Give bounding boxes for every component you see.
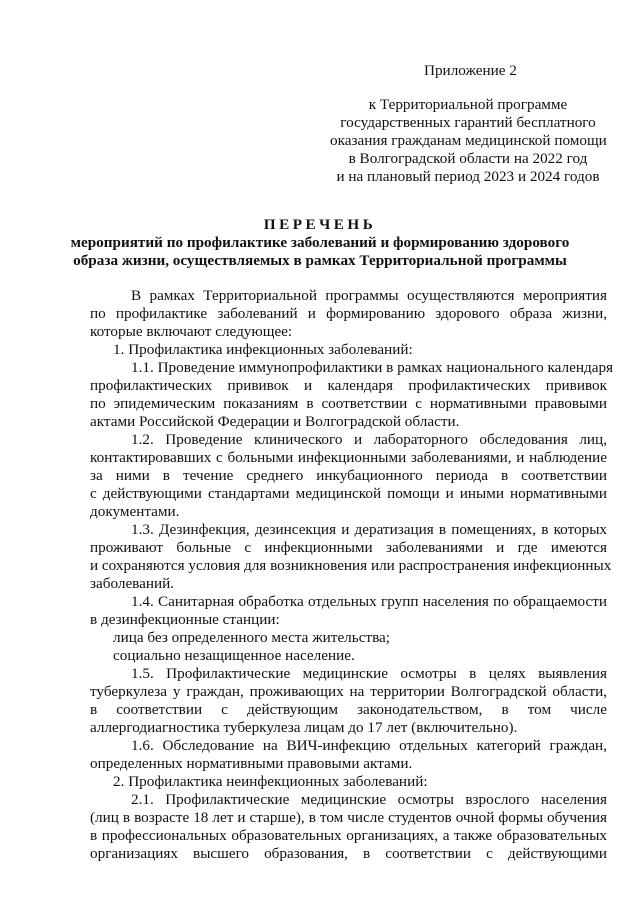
paragraph-line: определенных нормативными правовыми актами.	[90, 755, 413, 772]
paragraph-line: 1.1. Проведение иммунопрофилактики в рамках национального календаря	[131, 359, 614, 376]
paragraph-line: заболеваний.	[90, 575, 175, 592]
paragraph-line: в профессиональных образовательных организациях, а также образовательных	[90, 827, 607, 844]
annex-line: оказания гражданам медицинской помощи	[330, 132, 607, 149]
paragraph-line: проживают больные с инфекционными заболеваниями и где имеются	[90, 539, 607, 556]
paragraph-line: по эпидемическим показаниям в соответствии с нормативными правовыми	[90, 395, 607, 412]
list-item: лица без определенного места жительства;	[113, 629, 391, 646]
section-heading: 2. Профилактика неинфекционных заболеваний:	[113, 773, 428, 790]
paragraph-line: организациях высшего образования, в соответствии с действующими	[90, 845, 607, 862]
annex-line: и на плановый период 2023 и 2024 годов	[336, 168, 600, 185]
paragraph-line: и сохраняются условия для возникновения или распространения инфекционных	[90, 557, 612, 574]
paragraph-line: 1.4. Санитарная обработка отдельных групп населения по обращаемости	[131, 593, 607, 610]
paragraph-line: документами.	[90, 503, 180, 520]
paragraph-line: актами Российской Федерации и Волгоградской области.	[90, 413, 460, 430]
appendix-label: Приложение 2	[424, 62, 517, 79]
document-subtitle: образа жизни, осуществляемых в рамках Территориальной программы	[73, 252, 567, 269]
paragraph-line: контактировавших с больными инфекционными заболеваниями, и наблюдение	[90, 449, 607, 466]
paragraph-line: аллергодиагностика туберкулеза лицам до 17 лет (включительно).	[90, 719, 518, 736]
paragraph-line: (лиц в возрасте 18 лет и старше), в том числе студентов очной формы обучения	[90, 809, 607, 826]
annex-line: в Волгоградской области на 2022 год	[348, 150, 588, 167]
paragraph-line: 1.2. Проведение клинического и лабораторного обследования лиц,	[131, 431, 607, 448]
list-item: социально незащищенное население.	[113, 647, 355, 664]
paragraph-line: 1.3. Дезинфекция, дезинсекция и дератизация в помещениях, в которых	[131, 521, 607, 538]
paragraph-line: которые включают следующее:	[90, 323, 293, 340]
paragraph-line: 1.6. Обследование на ВИЧ-инфекцию отдельных категорий граждан,	[131, 737, 607, 754]
paragraph-line: 1.5. Профилактические медицинские осмотры в целях выявления	[131, 665, 607, 682]
paragraph-line: за ними в течение среднего инкубационного периода в соответствии	[90, 467, 607, 484]
paragraph-line: в дезинфекционные станции:	[90, 611, 280, 628]
annex-line: государственных гарантий бесплатного	[340, 114, 596, 131]
paragraph-line: 2.1. Профилактические медицинские осмотры взрослого населения	[131, 791, 607, 808]
paragraph-line: туберкулеза у граждан, проживающих на территории Волгоградской области,	[90, 683, 607, 700]
document-subtitle: мероприятий по профилактике заболеваний и формированию здорового	[70, 234, 570, 251]
paragraph-line: профилактических прививок и календаря профилактических прививок	[90, 377, 607, 394]
paragraph-line: в соответствии с действующим законодательством, в том числе	[90, 701, 607, 718]
paragraph-line: по профилактике заболеваний и формированию здорового образа жизни,	[90, 305, 607, 322]
document-title: ПЕРЕЧЕНЬ	[263, 216, 377, 233]
paragraph-line: В рамках Территориальной программы осуществляются мероприятия	[131, 287, 607, 304]
annex-line: к Территориальной программе	[368, 96, 568, 113]
paragraph-line: с действующими стандартами медицинской помощи и иными нормативными	[90, 485, 607, 502]
section-heading: 1. Профилактика инфекционных заболеваний:	[113, 341, 413, 358]
